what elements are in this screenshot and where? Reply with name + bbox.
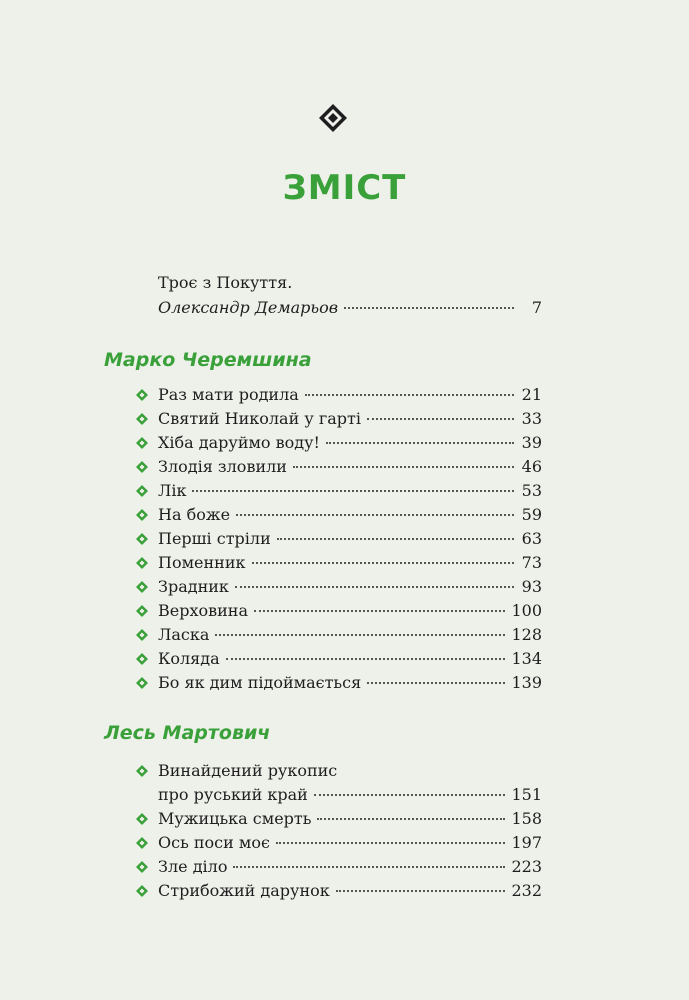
- page-number: 46: [521, 457, 542, 476]
- leader-dots: [367, 681, 505, 684]
- green-diamond-bullet-icon: [136, 437, 148, 449]
- green-diamond-bullet-icon: [136, 533, 148, 545]
- leader-dots: [276, 841, 506, 844]
- leader-dots: [235, 585, 514, 588]
- leader-dots: [293, 465, 514, 468]
- leader-dots: [236, 513, 514, 516]
- page-number: 93: [521, 577, 542, 596]
- entry-title: Бо як дим підоймається: [158, 673, 362, 692]
- section-cheremshyna: [136, 383, 542, 695]
- green-diamond-bullet-icon: [136, 861, 148, 873]
- section-martovych: [136, 759, 542, 903]
- entry-title: Ласка: [158, 625, 210, 644]
- page-number: 100: [511, 601, 542, 620]
- page-title: ЗМІСТ: [282, 168, 407, 208]
- leader-dots: [254, 609, 505, 612]
- green-diamond-bullet-icon: [136, 885, 148, 897]
- toc-entry[interactable]: [136, 831, 542, 855]
- intro-title: Троє з Покуття.: [158, 273, 293, 292]
- page-number: 73: [521, 553, 542, 572]
- green-diamond-bullet-icon: [136, 653, 148, 665]
- entry-title: Верховина: [158, 601, 248, 620]
- leader-dots: [252, 561, 515, 564]
- green-diamond-bullet-icon: [136, 605, 148, 617]
- leader-dots: [226, 657, 506, 660]
- leader-dots: [277, 537, 514, 540]
- page-number: 232: [511, 881, 542, 900]
- page-number: 33: [521, 409, 542, 428]
- toc-entry[interactable]: [136, 503, 542, 527]
- page-number: 151: [511, 785, 542, 804]
- page-number: 7: [531, 298, 542, 317]
- entry-title: Зле діло: [158, 857, 228, 876]
- toc-entry[interactable]: [136, 807, 542, 831]
- entry-title: про руський край: [158, 785, 308, 804]
- green-diamond-bullet-icon: [136, 461, 148, 473]
- entry-title: Стрибожий дарунок: [158, 881, 330, 900]
- leader-dots: [336, 889, 506, 892]
- toc-entry[interactable]: [136, 671, 542, 695]
- page-number: 53: [521, 481, 542, 500]
- toc-entry[interactable]: [136, 383, 542, 407]
- entry-title: Перші стріли: [158, 529, 271, 548]
- entry-title: На боже: [158, 505, 231, 524]
- entry-title: Святий Николай у гарті: [158, 409, 361, 428]
- leader-dots: [317, 817, 505, 820]
- author-heading-martovych: Лесь Мартович: [104, 722, 271, 744]
- green-diamond-bullet-icon: [136, 413, 148, 425]
- entry-title: Коляда: [158, 649, 220, 668]
- entry-title-line1: Винайдений рукопис: [158, 761, 338, 780]
- page-number: 59: [521, 505, 542, 524]
- leader-dots: [233, 865, 505, 868]
- entry-title: Хіба даруймо воду!: [158, 433, 320, 452]
- page-number: 63: [521, 529, 542, 548]
- toc-entry[interactable]: [136, 647, 542, 671]
- toc-entry[interactable]: [136, 759, 542, 807]
- toc-entry[interactable]: [136, 855, 542, 879]
- green-diamond-bullet-icon: [136, 509, 148, 521]
- entry-title: Зрадник: [158, 577, 229, 596]
- toc-entry[interactable]: [136, 551, 542, 575]
- author-heading-cheremshyna: Марко Черемшина: [104, 349, 312, 371]
- toc-entry[interactable]: [136, 479, 542, 503]
- page-number: 139: [511, 673, 542, 692]
- toc-entry[interactable]: [136, 599, 542, 623]
- toc-entry[interactable]: [136, 575, 542, 599]
- entry-title: Лік: [158, 481, 187, 500]
- green-diamond-bullet-icon: [136, 765, 148, 777]
- page-number: 158: [511, 809, 542, 828]
- leader-dots: [344, 306, 514, 309]
- toc-entry[interactable]: [136, 623, 542, 647]
- entry-title: Поменник: [158, 553, 246, 572]
- entry-title: Мужицька смерть: [158, 809, 312, 828]
- toc-entry[interactable]: [136, 879, 542, 903]
- entry-title: Злодія зловили: [158, 457, 287, 476]
- toc-entry[interactable]: [136, 407, 542, 431]
- green-diamond-bullet-icon: [136, 389, 148, 401]
- leader-dots: [305, 393, 514, 396]
- green-diamond-bullet-icon: [136, 677, 148, 689]
- page-number: 128: [511, 625, 542, 644]
- green-diamond-bullet-icon: [136, 485, 148, 497]
- green-diamond-bullet-icon: [136, 813, 148, 825]
- leader-dots: [215, 633, 505, 636]
- green-diamond-bullet-icon: [136, 581, 148, 593]
- intro-author: Олександр Демарьов: [158, 298, 339, 317]
- entry-title: Раз мати родила: [158, 385, 299, 404]
- green-diamond-bullet-icon: [136, 629, 148, 641]
- leader-dots: [192, 489, 514, 492]
- entry-title: Ось поси моє: [158, 833, 270, 852]
- intro-entry[interactable]: [158, 270, 542, 320]
- diamond-ornament-icon: [318, 103, 348, 133]
- toc-entry[interactable]: [136, 527, 542, 551]
- page-number: 134: [511, 649, 542, 668]
- toc-entry[interactable]: [136, 455, 542, 479]
- leader-dots: [314, 793, 506, 796]
- green-diamond-bullet-icon: [136, 837, 148, 849]
- page-number: 39: [521, 433, 542, 452]
- toc-entry[interactable]: [136, 431, 542, 455]
- leader-dots: [326, 441, 514, 444]
- green-diamond-bullet-icon: [136, 557, 148, 569]
- leader-dots: [367, 417, 514, 420]
- page-number: 197: [511, 833, 542, 852]
- page-number: 21: [521, 385, 542, 404]
- page-number: 223: [511, 857, 542, 876]
